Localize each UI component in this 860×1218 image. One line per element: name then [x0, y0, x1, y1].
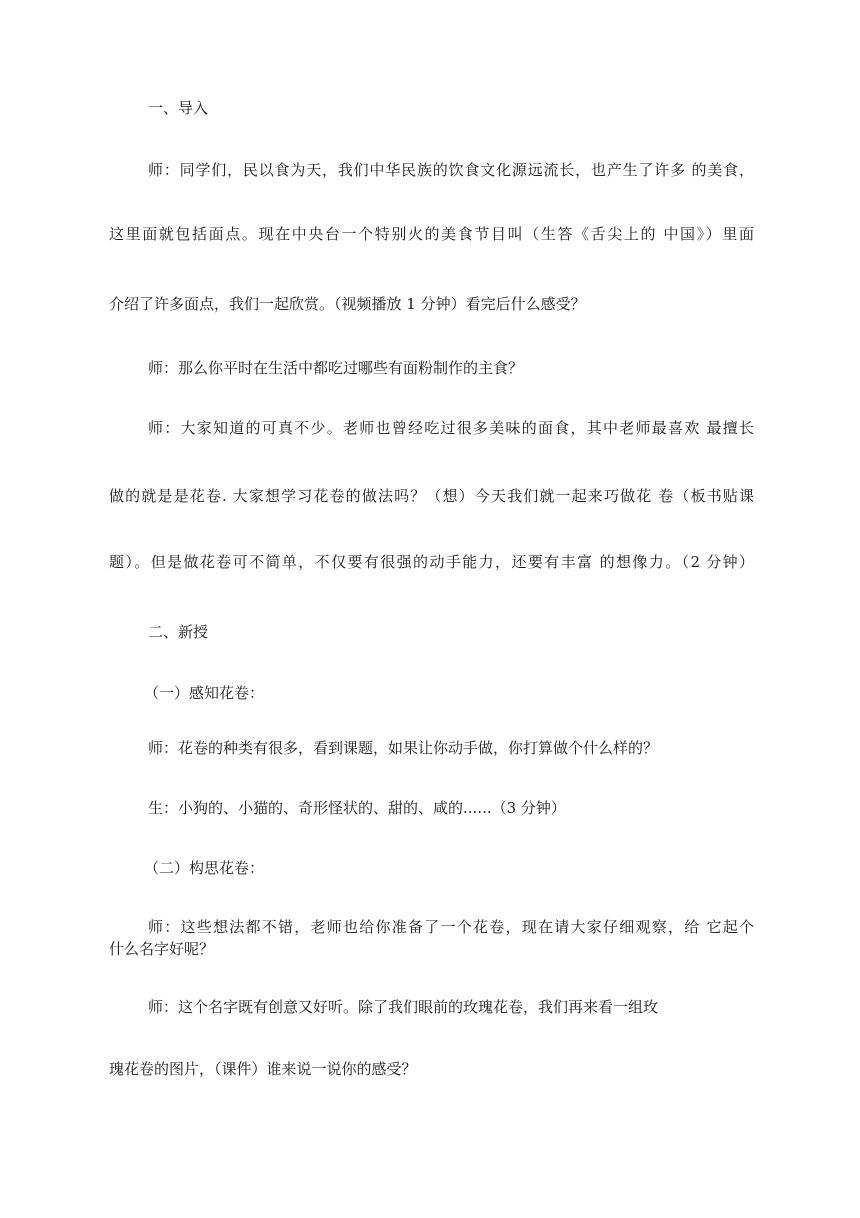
paragraph-line: 师：花卷的种类有很多，看到课题，如果让你动手做，你打算做个什么样的？ [148, 739, 659, 757]
subsection-heading-design: （二）构思花卷： [144, 859, 265, 877]
paragraph-line: 生：小狗的、小猫的、奇形怪状的、甜的、咸的......（3 分钟） [148, 799, 566, 817]
paragraph-line: 师：大家知道的可真不少。老师也曾经吃过很多美味的面食，其中老师最喜欢 最擅长 [148, 419, 754, 437]
section-heading-new-lesson: 二、新授 [148, 623, 209, 641]
paragraph-line: 瑰花卷的图片，（课件）谁来说一说你的感受？ [109, 1060, 417, 1078]
paragraph-line: 师：这个名字既有创意又好听。除了我们眼前的玫瑰花卷，我们再来看一组玫 [148, 998, 659, 1016]
section-heading-intro: 一、导入 [148, 99, 209, 117]
paragraph-line: 介绍了许多面点，我们一起欣赏。（视频播放 1 分钟）看完后什么感受？ [109, 295, 586, 313]
paragraph-line: 题）。但是做花卷可不简单，不仅要有很强的动手能力，还要有丰富 的想像力。（2 分钟） [109, 553, 754, 571]
paragraph-line: 师：同学们，民以食为天，我们中华民族的饮食文化源远流长，也产生了许多 的美食， [148, 161, 754, 179]
paragraph-line: 什么名字好呢？ [109, 940, 215, 958]
paragraph-line: 做的就是是花卷. 大家想学习花卷的做法吗？（想）今天我们就一起来巧做花 卷（板书贴课 [109, 487, 754, 505]
paragraph-line: 这里面就包括面点。现在中央台一个特别火的美食节目叫（生答《舌尖上的 中国》）里面 [109, 225, 754, 243]
paragraph-line: 师：那么你平时在生活中都吃过哪些有面粉制作的主食？ [148, 359, 524, 377]
subsection-heading-perceive: （一）感知花卷： [144, 684, 265, 702]
paragraph-line: 师：这些想法都不错，老师也给你准备了一个花卷，现在请大家仔细观察，给 它起个 [148, 918, 754, 936]
